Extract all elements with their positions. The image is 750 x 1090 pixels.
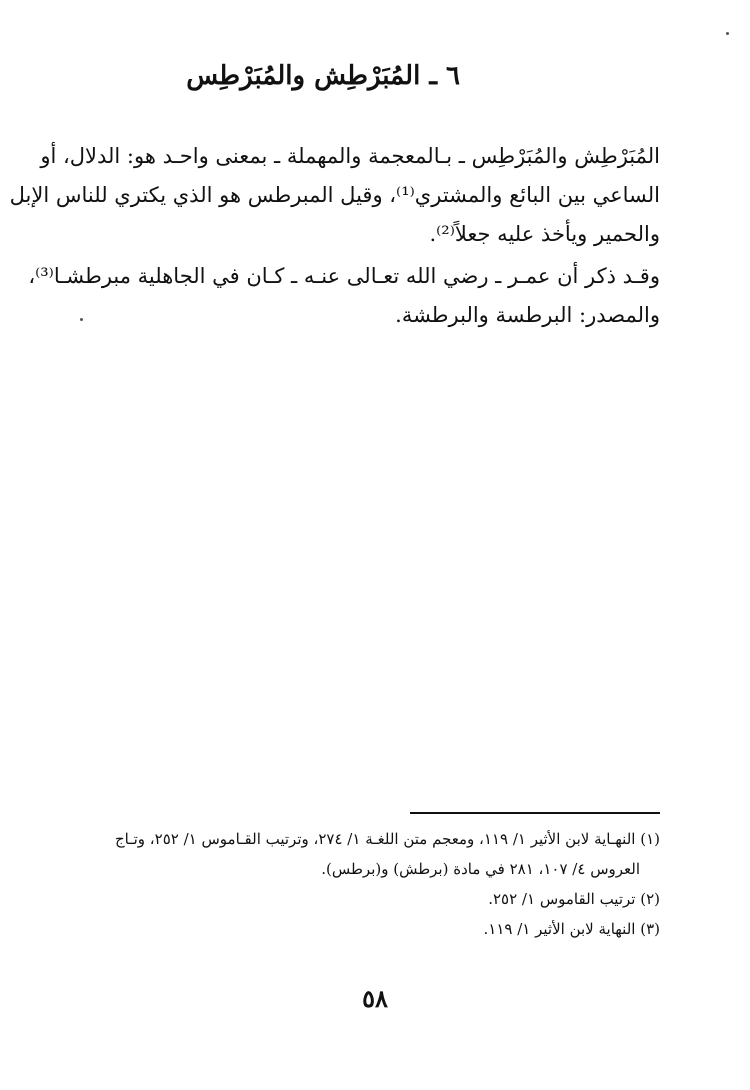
paragraph-definition	[9, 137, 660, 254]
text-line: وقـد ذكر أن عمـر ـ رضي الله تعـالى عنـه ـ كـان في الجاهلية مبرطشـا⁽³⁾،	[28, 264, 660, 288]
text-line: والمصدر: البرطسة والبرطشة.	[395, 303, 660, 327]
paragraph-usage	[28, 257, 660, 335]
footnotes	[80, 824, 660, 944]
footnote-divider	[410, 812, 660, 814]
text-line: المُبَرْطِش والمُبَرْطِس ـ بـالمعجمة والمهملة ـ بمعنى واحـد هو: الدلال، أو	[40, 144, 660, 168]
footnote-2: (٢) ترتيب القاموس ١/ ٢٥٢.	[488, 890, 660, 908]
footnote-1: (١) النهـاية لابن الأثير ١/ ١١٩، ومعجم متن اللغـة ١/ ٢٧٤، وترتيب القـاموس ١/ ٢٥٢، وتـاج	[114, 830, 660, 848]
text-line: الساعي بين البائع والمشتري⁽¹⁾، وقيل المبرطس هو الذي يكتري للناس الإبل	[9, 183, 660, 207]
footnote-3: (٣) النهاية لابن الأثير ١/ ١١٩.	[483, 920, 660, 938]
footnote-1-continued: العروس ٤/ ١٠٧، ٢٨١ في مادة (برطش) و(برطس).	[321, 860, 640, 878]
page-number: ٥٨	[362, 984, 388, 1013]
entry-heading: ٦ ـ المُبَرْطِش والمُبَرْطِس	[186, 61, 460, 91]
scan-speck	[726, 32, 729, 35]
text-line: والحمير ويأخذ عليه جعلاً⁽²⁾.	[429, 222, 660, 246]
